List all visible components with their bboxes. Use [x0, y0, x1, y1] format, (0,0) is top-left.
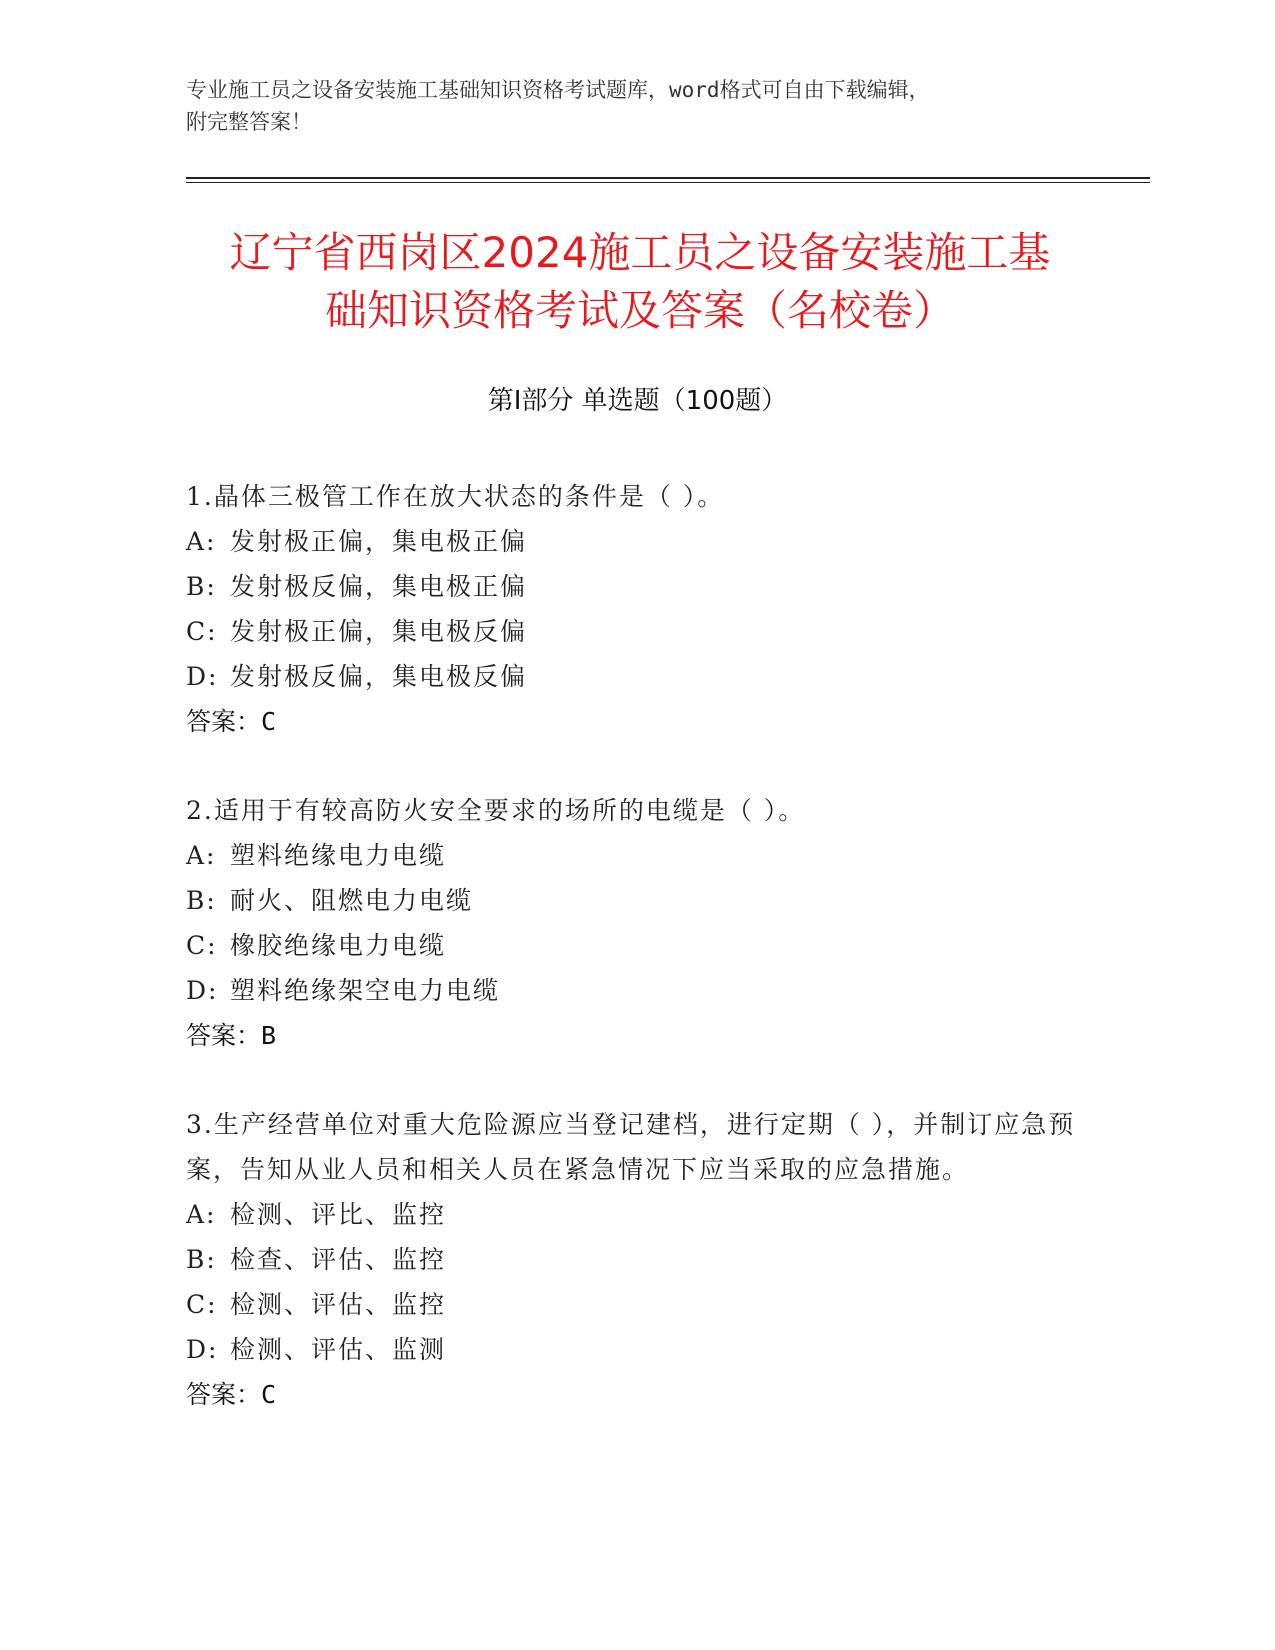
option-b: [186, 1237, 1086, 1282]
option-text: 检测、评估、监测: [230, 1335, 447, 1364]
document-title: [180, 224, 1100, 340]
answer-line: 答案：B: [186, 1021, 277, 1050]
header-note-line-1: 专业施工员之设备安装施工基础知识资格考试题库，word格式可自由下载编辑，: [186, 78, 930, 102]
option-key: D:: [186, 662, 219, 691]
question-list: [186, 474, 1086, 1461]
option-key: A:: [186, 527, 217, 556]
header-divider-thin: [186, 182, 1150, 183]
option-key: D:: [186, 976, 219, 1005]
option-a: [186, 833, 1086, 878]
option-text: 检测、评比、监控: [230, 1200, 447, 1229]
question-stem: 1.晶体三极管工作在放大状态的条件是（ ）。: [186, 482, 725, 511]
option-text: 检查、评估、监控: [230, 1245, 447, 1274]
option-text: 发射极正偏，集电极反偏: [230, 617, 528, 646]
option-c: [186, 609, 1086, 654]
question-stem: 2.适用于有较高防火安全要求的场所的电缆是（ ）。: [186, 796, 806, 825]
document-title-line-2: 础知识资格考试及答案（名校卷）: [324, 286, 955, 335]
option-c: [186, 923, 1086, 968]
option-a: [186, 1192, 1086, 1237]
question-1: [186, 474, 1086, 744]
option-b: [186, 878, 1086, 923]
option-key: B:: [186, 886, 217, 915]
option-key: A:: [186, 841, 217, 870]
option-key: B:: [186, 572, 217, 601]
option-key: B:: [186, 1245, 217, 1274]
question-3: [186, 1102, 1086, 1417]
option-text: 塑料绝缘电力电缆: [230, 841, 447, 870]
option-text: 发射极反偏，集电极正偏: [230, 572, 528, 601]
header-note: [186, 74, 1086, 138]
option-text: 发射极正偏，集电极正偏: [230, 527, 528, 556]
question-2: [186, 788, 1086, 1058]
option-text: 耐火、阻燃电力电缆: [230, 886, 474, 915]
option-key: C:: [186, 931, 218, 960]
option-d: [186, 1327, 1086, 1372]
option-text: 塑料绝缘架空电力电缆: [230, 976, 501, 1005]
answer-line: 答案：C: [186, 707, 277, 736]
option-key: C:: [186, 1290, 218, 1319]
option-c: [186, 1282, 1086, 1327]
header-divider-thick: [186, 177, 1150, 179]
question-stem: 3.生产经营单位对重大危险源应当登记建档，进行定期（ ），并制订应急预案，告知从业人员和相关人员在紧急情况下应当采取的应急措施。: [186, 1110, 1076, 1184]
document-title-line-1: 辽宁省西岗区2024施工员之设备安装施工基: [229, 228, 1051, 277]
option-text: 检测、评估、监控: [230, 1290, 447, 1319]
option-key: A:: [186, 1200, 217, 1229]
option-text: 发射极反偏，集电极反偏: [230, 662, 528, 691]
option-b: [186, 564, 1086, 609]
header-note-line-2: 附完整答案！: [186, 110, 312, 134]
section-title: 第Ⅰ部分 单选题（100题）: [487, 386, 788, 416]
option-a: [186, 519, 1086, 564]
option-d: [186, 968, 1086, 1013]
option-text: 橡胶绝缘电力电缆: [230, 931, 447, 960]
option-key: D:: [186, 1335, 219, 1364]
option-d: [186, 654, 1086, 699]
option-key: C:: [186, 617, 218, 646]
answer-line: 答案：C: [186, 1380, 277, 1409]
